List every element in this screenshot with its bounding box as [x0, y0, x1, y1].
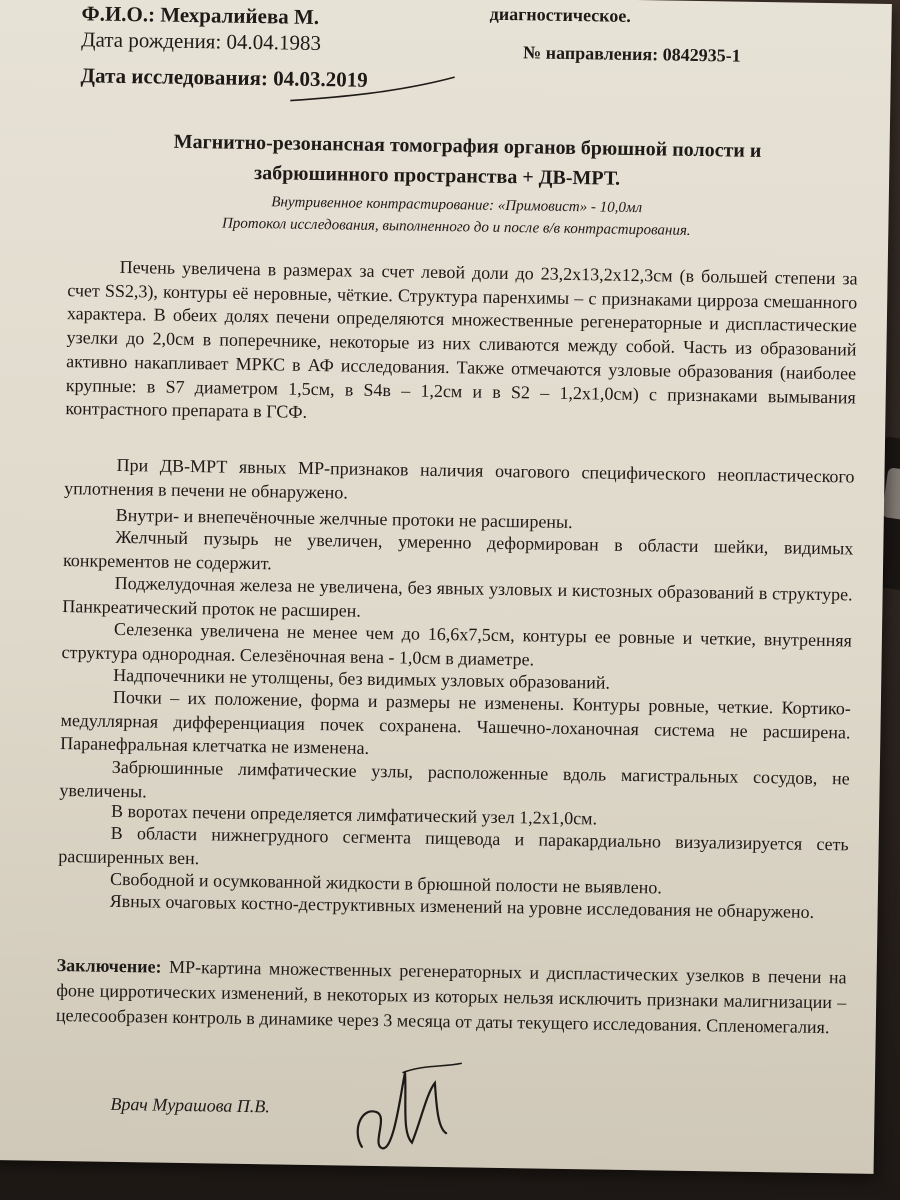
referral-line — [523, 42, 741, 66]
study-date-label: Дата исследования: — [80, 63, 269, 91]
spleen-paragraph: Селезенка увеличена не менее чем до 16,6х7,5см, контуры ее ровные и четкие, внутренняя структура однородная. Селезёночная вена - 1,0см в диаметре. — [61, 618, 853, 670]
dob-value: 04.04.1983 — [226, 29, 322, 56]
contrast-info: Внутривенное контрастирование: «Примовист» - 10,0мл — [271, 194, 643, 217]
fluid-paragraph: Свободной и осумкованной жидкости в брюшной полости не выявлено. — [109, 868, 662, 898]
adrenals-paragraph: Надпочечники не утолщены, без видимых узловых образований. — [113, 664, 611, 693]
bile-ducts-paragraph: Внутри- и внепечёночные желчные протоки не расширены. — [115, 504, 573, 533]
protocol-info: Протокол исследования, выполненного до и после в/в контрастирования. — [221, 215, 691, 239]
liver-paragraph: Печень увеличена в размерах за счет левой доли до 23,2х13,2х12,3см (в большей степени за счет SS2,3), контуры её неровные, чёткие. Структура паренхимы – с признаками цирроза смешанного характера. В обеих долях печени определяются множественные регенераторные и диспластические узелки до 2,0см в поперечнике, некоторые из них сливаются между собой. Часть из образований активно накапливает МРКС в АФ исследования. Также отмечаются узловые образования (наиболее крупные: в S7 диаметром 1,5см, в S4в – 1,2см и в S2 – 1,2х1,0см) с признаками вымывания контрастного препарата в ГСФ. — [65, 256, 858, 423]
dob-label: Дата рождения: — [81, 27, 222, 54]
lymph-nodes-paragraph: Забрюшинные лимфатические узлы, расположенные вдоль магистральных сосудов, не увеличены. — [59, 756, 850, 802]
report-title-line-1: Магнитно-резонансная томография органов брюшной полости и — [173, 130, 762, 162]
doctor-signature — [342, 1052, 474, 1164]
report-title-line-2: забрюшинного пространства + ДВ-МРТ. — [253, 162, 621, 190]
patient-name-line — [81, 1, 319, 30]
kidneys-paragraph: Почки – их положение, форма и размеры не изменены. Контуры ровные, четкие. Кортико-медуллярная дифференциация почек сохранена. Чашечно-лоханочная система не расширена. Паранефральная клетчатка не изменена. — [60, 686, 851, 759]
esophageal-veins-paragraph: В области нижнегрудного сегмента пищевода и паракардиально визуализируется сеть расширенных вен. — [58, 822, 849, 868]
study-date-value: 04.03.2019 — [273, 66, 368, 92]
org-header-fragment: диагностическое. — [489, 3, 632, 26]
gallbladder-paragraph: Желчный пузырь не увеличен, умеренно деформирован в области шейки, видимых конкрементов не содержит. — [62, 526, 854, 574]
patient-label: Ф.И.О.: — [81, 1, 156, 27]
doctor-name: Врач Мурашова П.В. — [110, 1093, 271, 1117]
conclusion-text: МР-картина множественных регенераторных и диспластических узелков в печени на фоне цирротических изменений, в некоторых из которых нельзя исключить признаки малигнизации – целесообразен контроль в динамике через 3 месяца от даты текущего исследования. Спленомегалия. — [55, 956, 847, 1037]
conclusion-block — [56, 953, 847, 1040]
dwi-paragraph: При ДВ-МРТ явных МР-признаков наличия очагового специфического неопластического уплотнения в печени не обнаружено. — [64, 454, 855, 503]
patient-name: Мехралийева М. — [160, 2, 320, 30]
pancreas-paragraph: Поджелудочная железа не увеличена, без явных узловых и кистозных образований в структуре. Панкреатический проток не расширен. — [62, 572, 853, 621]
bone-paragraph: Явных очаговых костно-деструктивных изменений на уровне исследования не обнаружено. — [109, 890, 815, 922]
dob-line — [81, 27, 321, 56]
conclusion-label: Заключение: — [56, 955, 162, 977]
referral-value: 0842935-1 — [662, 44, 741, 66]
hepatic-hilum-paragraph: В воротах печени определяется лимфатический узел 1,2х1,0см. — [110, 800, 598, 829]
pen-underline-mark — [288, 71, 459, 114]
referral-label: № направления: — [522, 42, 659, 65]
